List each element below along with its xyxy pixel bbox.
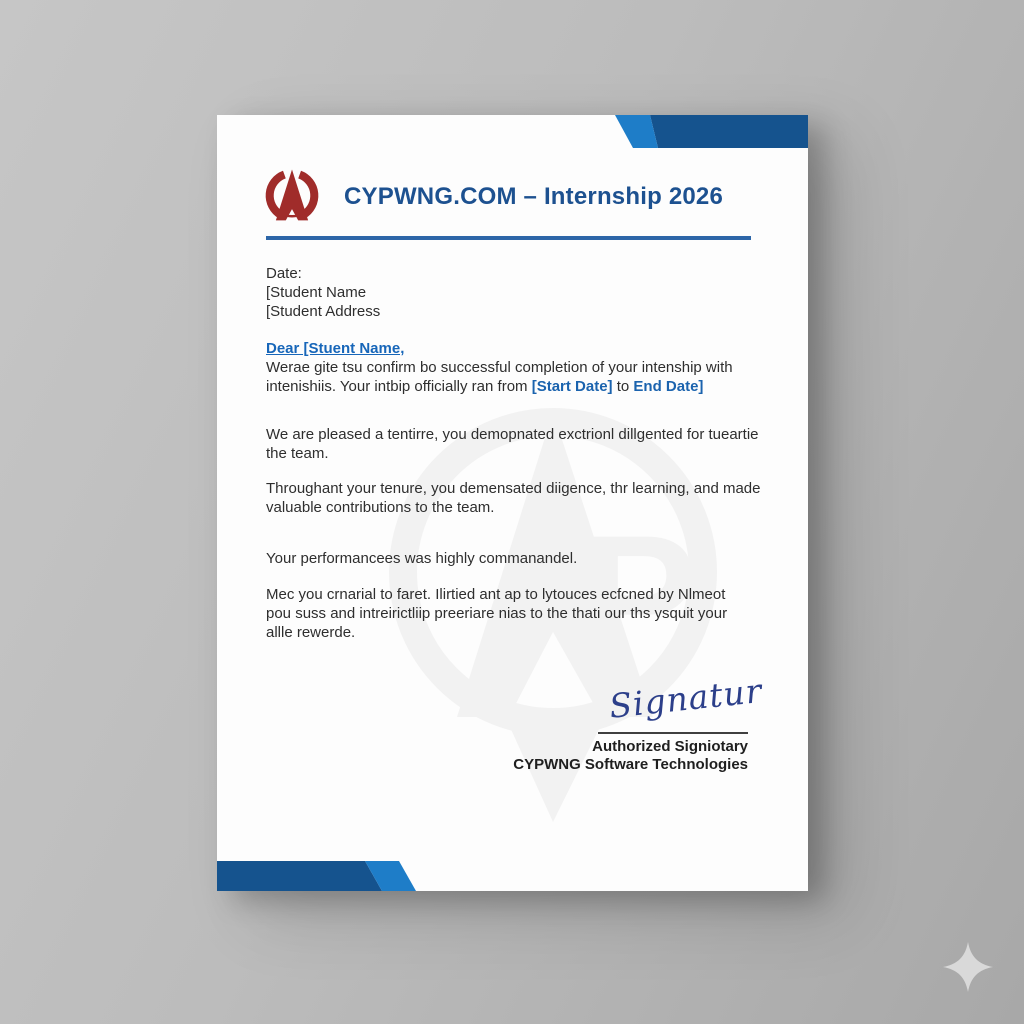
svg-text:P: P bbox=[581, 500, 698, 695]
top-corner-band bbox=[608, 115, 808, 148]
signature-block bbox=[497, 738, 748, 774]
paragraph-line: the team. bbox=[266, 445, 329, 462]
intro-line-2-prefix: intenishiis. Your intbip officially ran from bbox=[266, 378, 532, 395]
intro-connector: to bbox=[612, 378, 634, 395]
body-paragraph-3 bbox=[266, 479, 761, 517]
start-date-placeholder: [Start Date] bbox=[531, 378, 613, 395]
page-title: CYPWNG.COM – Internship 2026 bbox=[344, 183, 724, 210]
intro-line-2 bbox=[266, 377, 761, 396]
intro-line-1: Werae gite tsu confirm bo successful completion of your intenship with bbox=[266, 359, 733, 376]
sparkle-icon bbox=[943, 942, 993, 992]
header-rule bbox=[266, 236, 751, 240]
paragraph-line: allle rewerde. bbox=[266, 624, 356, 641]
cypwng-emblem-icon bbox=[261, 166, 323, 230]
body-paragraph-2 bbox=[266, 425, 761, 463]
paragraph-line: Your performancees was highly commanandel. bbox=[266, 550, 578, 567]
bottom-corner-band bbox=[217, 861, 417, 891]
paragraph-line: We are pleased a tentirre, you demopnated exctrionl dillgented for tueartie bbox=[266, 426, 759, 443]
student-name-line: [Student Name bbox=[266, 284, 367, 301]
salutation-text: Dear [Stuent Name, bbox=[266, 340, 405, 357]
body-paragraph-5 bbox=[266, 585, 761, 642]
end-date-placeholder: End Date] bbox=[633, 378, 704, 395]
signature-line bbox=[598, 732, 748, 734]
body-paragraph-4 bbox=[266, 549, 761, 568]
paragraph-line: valuable contributions to the team. bbox=[266, 499, 495, 516]
date-label: Date: bbox=[266, 265, 302, 282]
student-address-line: [Student Address bbox=[266, 303, 381, 320]
intro-paragraph bbox=[266, 339, 761, 396]
paragraph-line: pou suss and intreirictliip preeriare nias to the thati our ths ysquit your bbox=[266, 605, 728, 622]
letter-page bbox=[217, 115, 808, 891]
recipient-block bbox=[266, 264, 380, 321]
company-name: CYPWNG Software Technologies bbox=[513, 756, 748, 773]
paragraph-line: Throughant your tenure, you demensated diigence, thr learning, and made bbox=[266, 480, 761, 497]
signatory-title: Authorized Signiotary bbox=[592, 738, 748, 755]
signature-script: Signatur bbox=[607, 670, 765, 726]
paragraph-line: Mec you crnarial to faret. Ilirtied ant ap to lytouces ecfcned by Nlmeot bbox=[266, 586, 726, 603]
